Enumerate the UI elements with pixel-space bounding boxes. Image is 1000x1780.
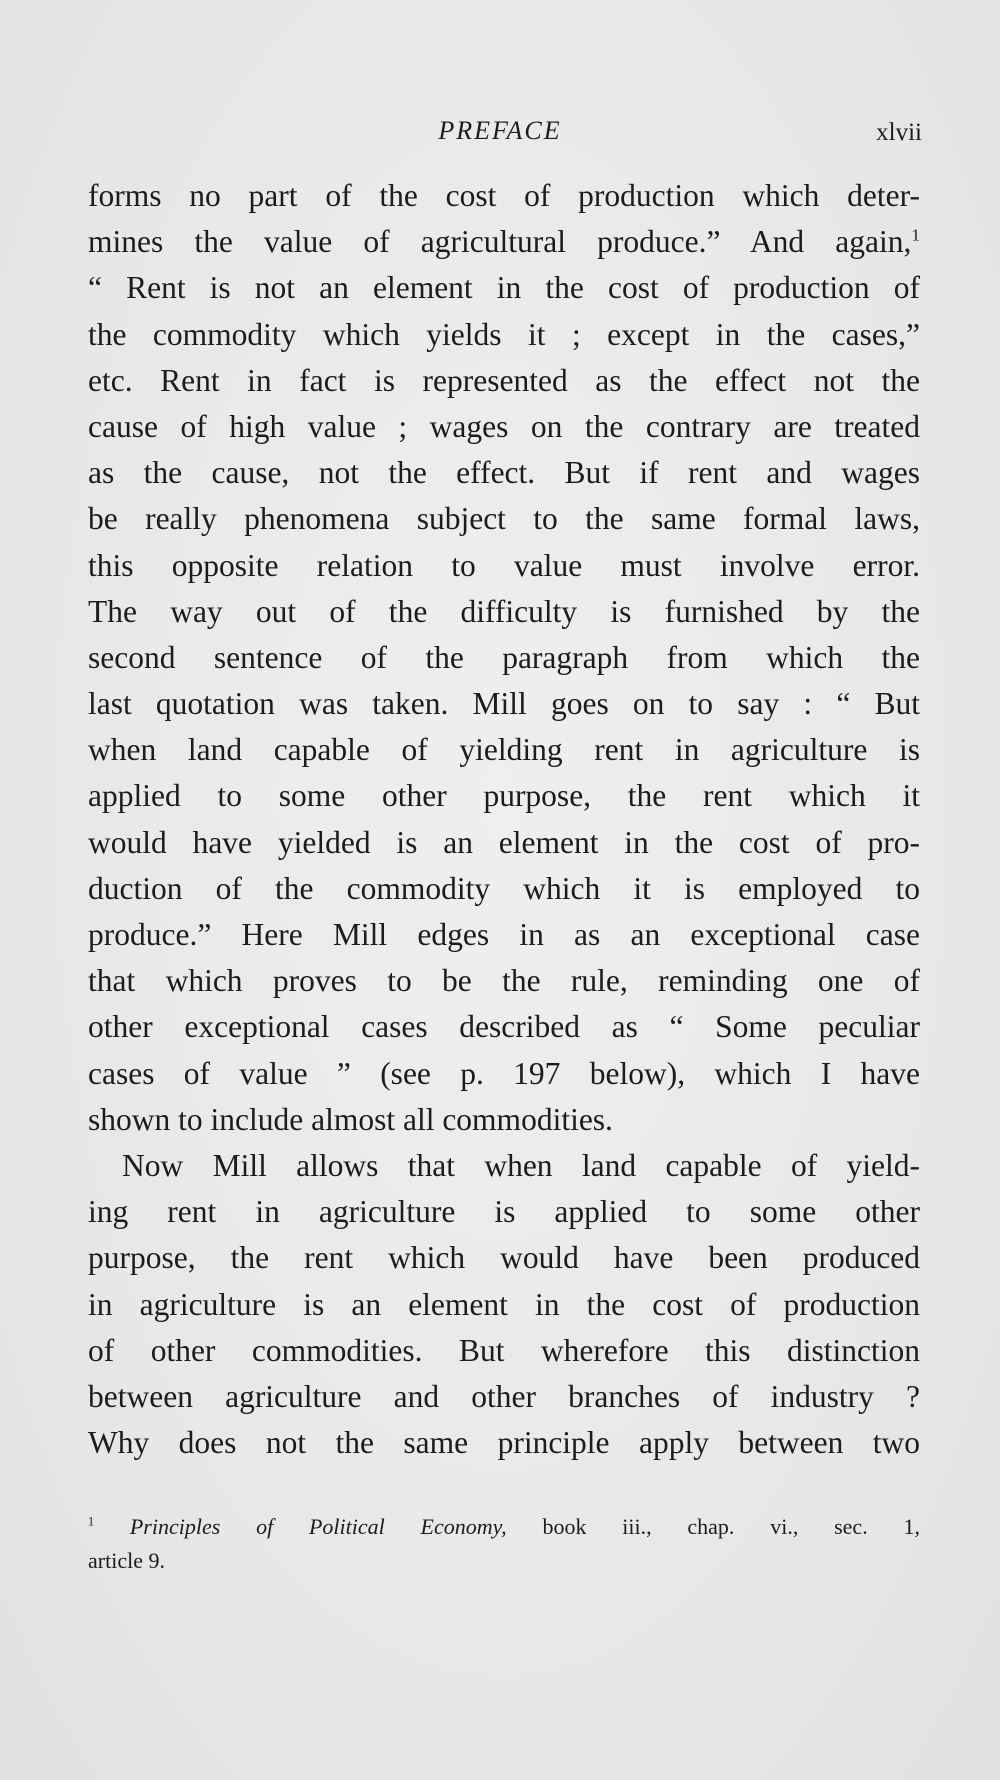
- body-text: [88, 173, 920, 1466]
- text-line: duction of the commodity which it is employed to: [88, 870, 920, 906]
- text-line: when land capable of yielding rent in agriculture is: [88, 732, 920, 768]
- footnote-line: article 9.: [88, 1548, 165, 1573]
- text-line: last quotation was taken. Mill goes on to say : “ But: [88, 686, 920, 722]
- text-line: of other commodities. But wherefore this distinction: [88, 1332, 920, 1368]
- text-line: cases of value ” (see p. 197 below), which I have: [88, 1055, 920, 1091]
- text-line-content: mines the value of agricultural produce.” And again,: [88, 224, 912, 260]
- text-line: Now Mill allows that when land capable of yield-: [122, 1147, 920, 1183]
- footnote: [88, 1510, 920, 1578]
- text-line: [88, 219, 920, 265]
- page-number: xlvii: [876, 119, 922, 146]
- text-line: produce.” Here Mill edges in as an exceptional case: [88, 917, 920, 952]
- text-line: would have yielded is an element in the cost of pro-: [88, 824, 920, 860]
- text-line: second sentence of the paragraph from which the: [88, 639, 920, 675]
- footnote-citation: book iii., chap. vi., sec. 1,: [506, 1514, 920, 1539]
- text-line: applied to some other purpose, the rent which it: [88, 778, 920, 814]
- running-head-title: PREFACE: [438, 116, 562, 145]
- footnote-reference: 1: [911, 225, 920, 245]
- text-line: etc. Rent in fact is represented as the effect not the: [88, 362, 920, 398]
- footnote-book-title: Principles of Political Economy,: [129, 1514, 507, 1539]
- footnote-line: [88, 1510, 920, 1544]
- text-line: The way out of the difficulty is furnished by the: [88, 593, 920, 629]
- footnote-marker: 1: [88, 1514, 95, 1529]
- text-line: Why does not the same principle apply between two: [88, 1425, 920, 1461]
- text-line: ing rent in agriculture is applied to some other: [88, 1194, 920, 1230]
- text-line: purpose, the rent which would have been produced: [88, 1240, 920, 1276]
- text-line: forms no part of the cost of production which deter-: [88, 178, 920, 213]
- text-line: cause of high value ; wages on the contrary are treated: [88, 408, 920, 444]
- text-line: the commodity which yields it ; except in the cases,”: [88, 316, 920, 352]
- text-line: this opposite relation to value must involve error.: [88, 547, 920, 583]
- text-line: that which proves to be the rule, reminding one of: [88, 963, 920, 999]
- text-line: between agriculture and other branches of industry ?: [88, 1378, 920, 1414]
- running-head: [0, 116, 1000, 152]
- text-line: as the cause, not the effect. But if rent and wages: [88, 455, 920, 491]
- text-line: “ Rent is not an element in the cost of production of: [88, 270, 920, 306]
- text-line: in agriculture is an element in the cost of production: [88, 1286, 920, 1322]
- text-line: shown to include almost all commodities.: [88, 1101, 613, 1137]
- text-line: other exceptional cases described as “ Some peculiar: [88, 1009, 920, 1045]
- text-line: be really phenomena subject to the same formal laws,: [88, 501, 920, 537]
